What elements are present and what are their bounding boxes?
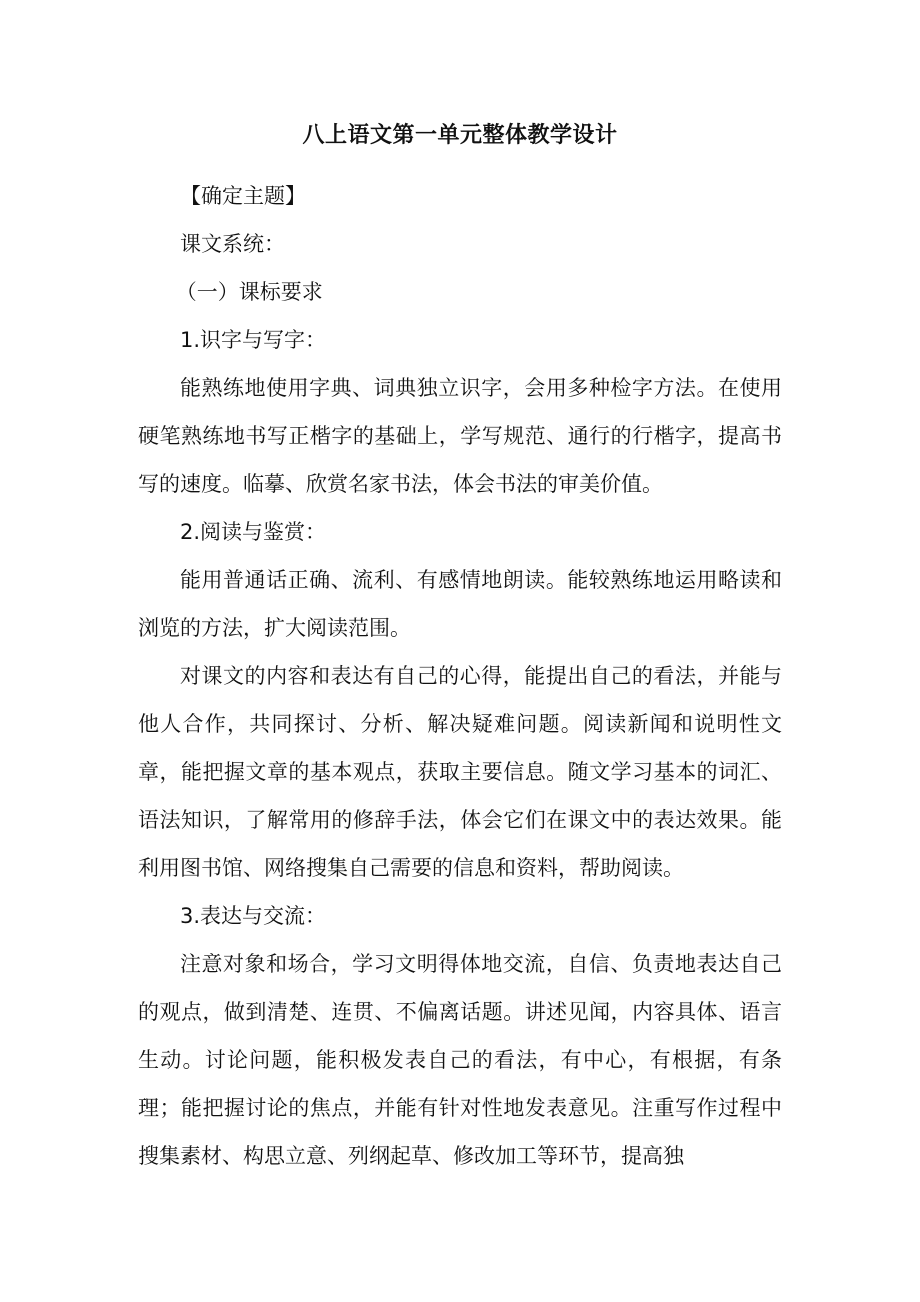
document-title: 八上语文第一单元整体教学设计 xyxy=(302,123,618,148)
subsection-heading: 2.阅读与鉴赏： xyxy=(180,520,327,544)
section-heading: 【确定主题】 xyxy=(180,184,306,208)
subsection-heading: 课文系统： xyxy=(180,232,285,256)
body-paragraph: 能用普通话正确、流利、有感情地朗读。能较熟练地运用略读和浏览的方法，扩大阅读范围。 xyxy=(138,568,782,640)
subsection-heading: 1.识字与写字： xyxy=(180,328,327,352)
body-paragraph: 对课文的内容和表达有自己的心得，能提出自己的看法，并能与他人合作，共同探讨、分析、解决疑难问题。阅读新闻和说明性文章，能把握文章的基本观点，获取主要信息。随文学习基本的词汇、语法知识，了解常用的修辞手法，体会它们在课文中的表达效果。能利用图书馆、网络搜集自己需要的信息和资料，帮助阅读。 xyxy=(138,664,782,880)
subsection-heading: （一）课标要求 xyxy=(175,280,323,304)
subsection-heading: 3.表达与交流： xyxy=(180,904,327,928)
body-paragraph: 注意对象和场合，学习文明得体地交流，自信、负责地表达自己的观点，做到清楚、连贯、不偏离话题。讲述见闻，内容具体、语言生动。讨论问题，能积极发表自己的看法，有中心，有根据，有条理；能把握讨论的焦点，并能有针对性地发表意见。注重写作过程中搜集素材、构思立意、列纲起草、修改加工等环节，提高独 xyxy=(138,952,782,1168)
body-paragraph: 能熟练地使用字典、词典独立识字，会用多种检字方法。在使用硬笔熟练地书写正楷字的基础上，学写规范、通行的行楷字，提高书写的速度。临摹、欣赏名家书法，体会书法的审美价值。 xyxy=(138,376,782,496)
document-body xyxy=(138,172,782,1180)
